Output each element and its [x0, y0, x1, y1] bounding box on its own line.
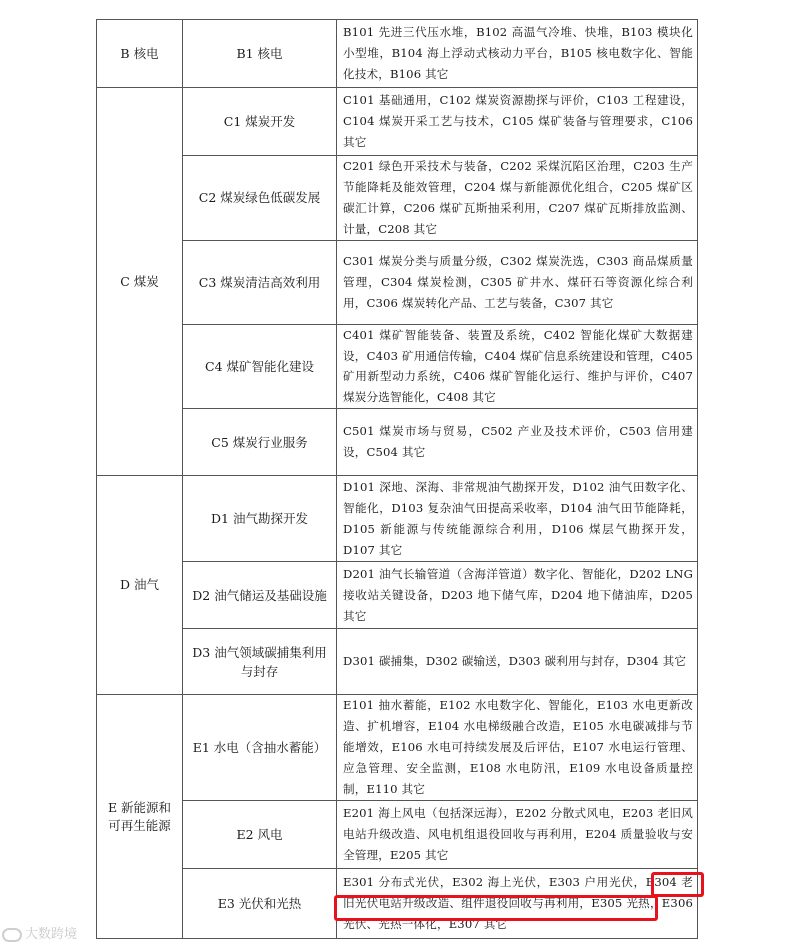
level2-cell: C2 煤炭绿色低碳发展: [183, 156, 337, 241]
level3-cell: C401 煤矿智能装备、装置及系统，C402 智能化煤矿大数据建设，C403 矿用通信传输，C404 煤矿信息系统建设和管理，C405 矿用新型动力系统，C406 煤矿智能化运行、维护与评价，C407 煤炭分选智能化，C408 其它: [337, 324, 698, 409]
level3-cell: D301 碳捕集，D302 碳输送，D303 碳利用与封存，D304 其它: [337, 629, 698, 695]
level2-cell: E1 水电（含抽水蓄能）: [183, 695, 337, 801]
level2-cell: D2 油气储运及基础设施: [183, 562, 337, 629]
level2-cell: E2 风电: [183, 801, 337, 869]
table-row: [97, 20, 698, 88]
table-row: [97, 409, 698, 476]
level2-cell: B1 核电: [183, 20, 337, 88]
level2-cell: D3 油气领域碳捕集利用与封存: [183, 629, 337, 695]
level1-cell: C 煤炭: [97, 88, 183, 476]
level3-cell: C501 煤炭市场与贸易，C502 产业及技术评价，C503 信用建设，C504 其它: [337, 409, 698, 476]
level3-cell: B101 先进三代压水堆，B102 高温气冷堆、快堆，B103 模块化小型堆，B104 海上浮动式核动力平台，B105 核电数字化、智能化技术，B106 其它: [337, 20, 698, 88]
table-row: [97, 88, 698, 156]
level1-cell: B 核电: [97, 20, 183, 88]
level2-cell: C5 煤炭行业服务: [183, 409, 337, 476]
level3-cell: C201 绿色开采技术与装备，C202 采煤沉陷区治理，C203 生产节能降耗及能效管理，C204 煤与新能源优化组合，C205 煤矿区碳汇计算，C206 煤矿瓦斯抽采利用，C207 煤矿瓦斯排放监测、计量，C208 其它: [337, 156, 698, 241]
level2-cell: C1 煤炭开发: [183, 88, 337, 156]
highlight-box-e304: [651, 872, 704, 897]
level3-cell: C301 煤炭分类与质量分级，C302 煤炭洗选，C303 商品煤质量管理，C304 煤炭检测，C305 矿井水、煤矸石等资源化综合利用，C306 煤炭转化产品、工艺与装备，C307 其它: [337, 240, 698, 324]
level2-cell: D1 油气勘探开发: [183, 476, 337, 562]
table-row: [97, 801, 698, 869]
table-row: [97, 562, 698, 629]
table-row: [97, 156, 698, 241]
table-row: [97, 324, 698, 409]
level1-cell: D 油气: [97, 476, 183, 695]
level3-cell: E201 海上风电（包括深远海），E202 分散式风电，E203 老旧风电站升级改造、风电机组退役回收与再利用，E204 质量验收与安全管理，E205 其它: [337, 801, 698, 869]
level3-cell: E101 抽水蓄能，E102 水电数字化、智能化，E103 水电更新改造、扩机增容，E104 水电梯级融合改造，E105 水电碳减排与节能增效，E106 水电可持续发展及后评估，E107 水电运行管理、应急管理、安全监测，E108 水电防汛，E109 水电设备质量控制，E110 其它: [337, 695, 698, 801]
level3-cell: E301 分布式光伏，E302 海上光伏，E303 户用光伏，E304 老旧光伏电站升级改造、组件退役回收与再利用，E305 光热，E306 光伏、光热一体化，E307 其它: [337, 869, 698, 939]
level3-cell: D101 深地、深海、非常规油气勘探开发，D102 油气田数字化、智能化，D103 复杂油气田提高采收率，D104 油气田节能降耗，D105 新能源与传统能源综合利用，D106 煤层气勘探开发，D107 其它: [337, 476, 698, 562]
level2-cell: C3 煤炭清洁高效利用: [183, 240, 337, 324]
watermark: [2, 923, 77, 942]
level1-cell: E 新能源和可再生能源: [97, 695, 183, 939]
table-row: [97, 695, 698, 801]
table-row: [97, 476, 698, 562]
highlight-box-e304-text: [334, 895, 658, 921]
category-table: [96, 19, 698, 939]
table-row: [97, 629, 698, 695]
level2-cell: C4 煤矿智能化建设: [183, 324, 337, 409]
level3-cell: C101 基础通用，C102 煤炭资源勘探与评价，C103 工程建设，C104 煤炭开采工艺与技术，C105 煤矿装备与管理要求，C106 其它: [337, 88, 698, 156]
table-row: [97, 240, 698, 324]
watermark-text: 大数跨境: [25, 927, 78, 942]
level2-cell: E3 光伏和光热: [183, 869, 337, 939]
level3-cell: D201 油气长输管道（含海洋管道）数字化、智能化，D202 LNG 接收站关键设备，D203 地下储气库，D204 地下储油库，D205 其它: [337, 562, 698, 629]
watermark-logo-icon: [2, 928, 22, 942]
